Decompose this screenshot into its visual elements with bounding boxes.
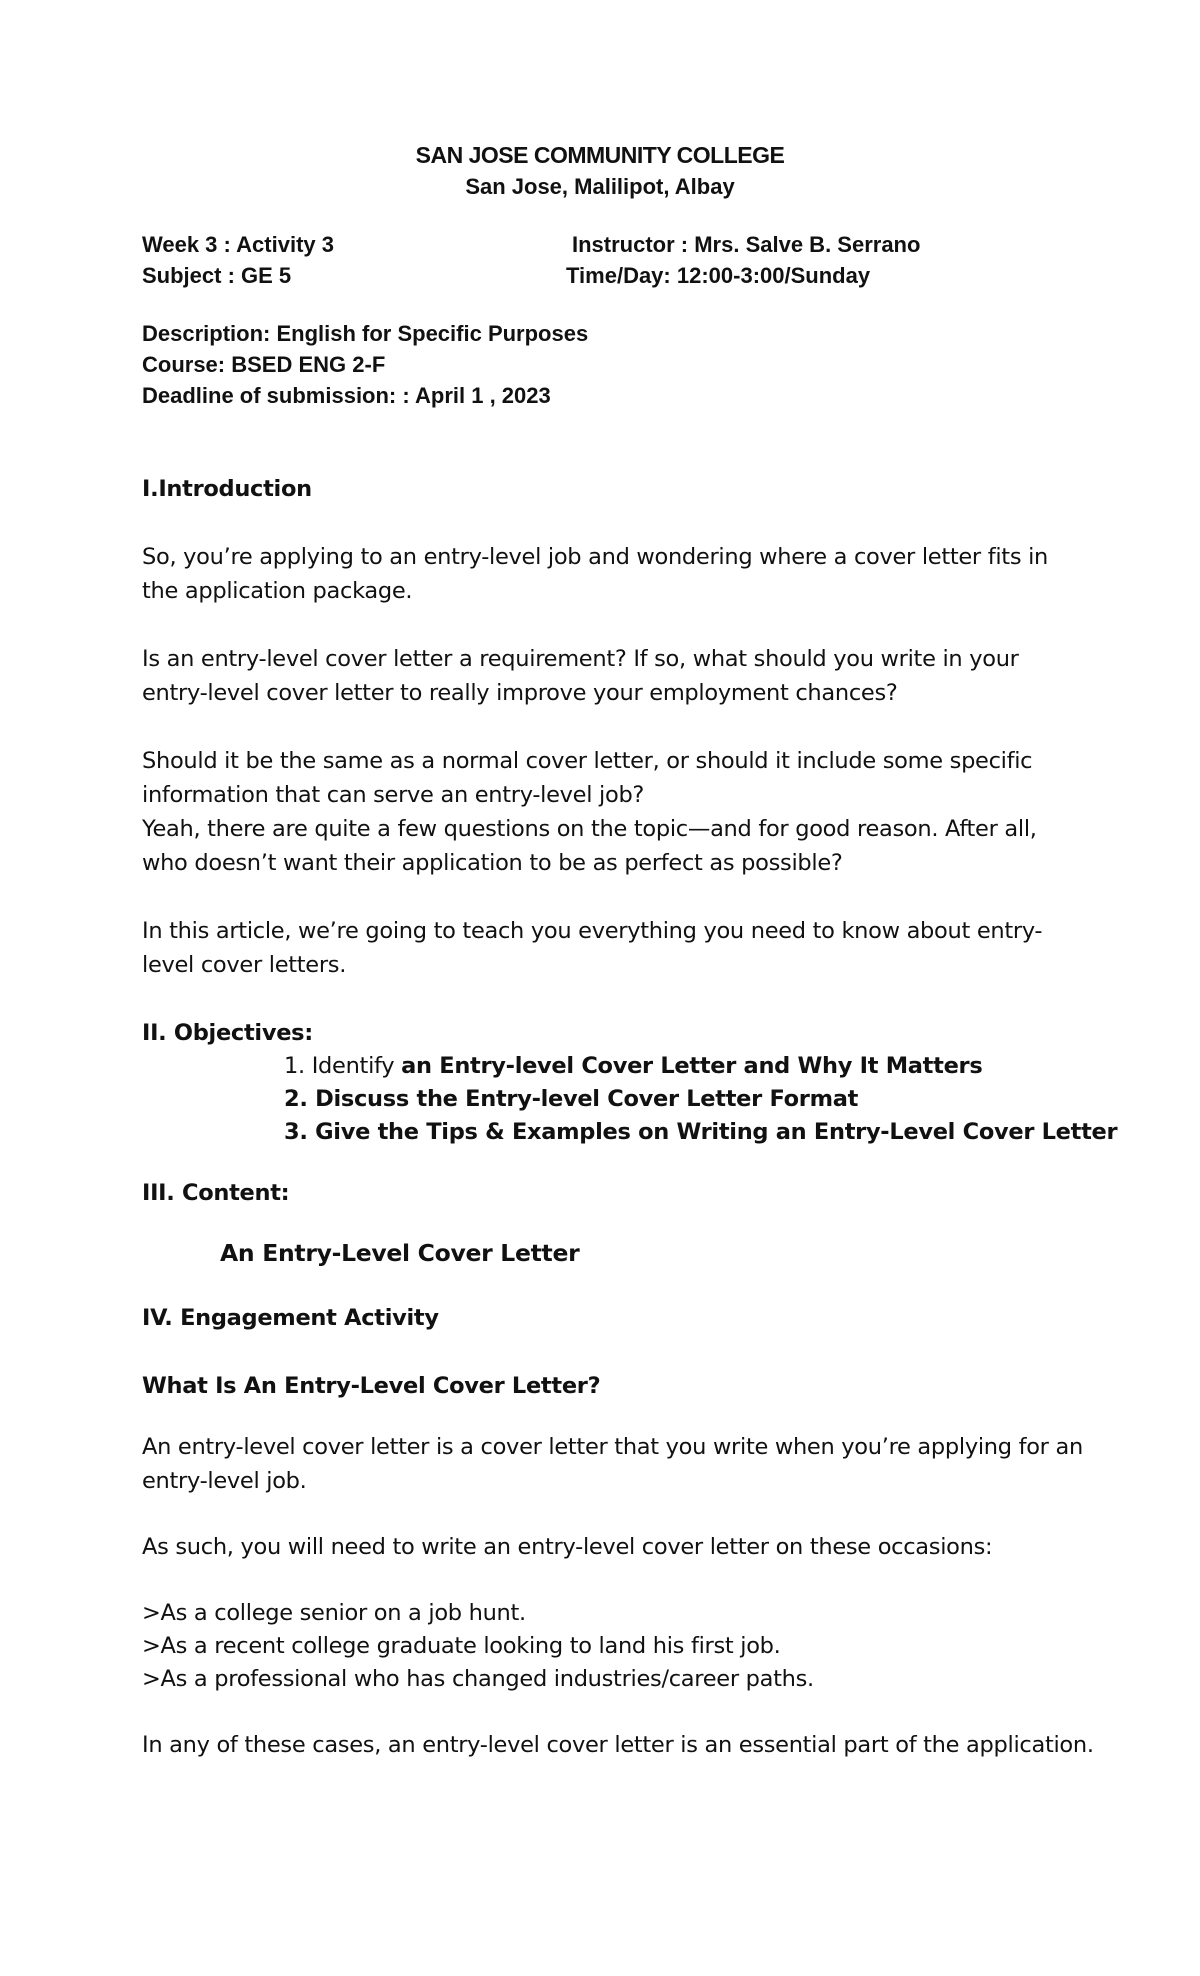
intro-paragraph-3-line-4: who doesn’t want their application to be as perfect as possible?	[142, 850, 843, 876]
intro-paragraph-4-line-1: In this article, we’re going to teach you everything you need to know about entry-	[142, 918, 1043, 944]
engagement-paragraph-2: As such, you will need to write an entry-level cover letter on these occasions:	[142, 1534, 993, 1560]
objective-item-1	[284, 1049, 982, 1083]
course: Course: BSED ENG 2-F	[142, 352, 386, 377]
content-heading: III. Content:	[142, 1180, 290, 1206]
intro-paragraph-1-line-1: So, you’re applying to an entry-level job and wondering where a cover letter fits in	[142, 544, 1049, 570]
objective-item-3: 3. Give the Tips & Examples on Writing an Entry-Level Cover Letter	[284, 1119, 1118, 1145]
introduction-heading: I.Introduction	[142, 476, 312, 502]
list-item: >As a professional who has changed industries/career paths.	[142, 1666, 814, 1692]
engagement-heading: IV. Engagement Activity	[142, 1305, 439, 1331]
time-day: Time/Day: 12:00-3:00/Sunday	[566, 263, 871, 288]
intro-paragraph-3-line-3: Yeah, there are quite a few questions on the topic—and for good reason. After all,	[142, 816, 1037, 842]
intro-paragraph-2-line-2: entry-level cover letter to really improve your employment chances?	[142, 680, 898, 706]
intro-paragraph-4-line-2: level cover letters.	[142, 952, 347, 978]
subject: Subject : GE 5	[142, 263, 292, 288]
engagement-paragraph-3: In any of these cases, an entry-level cover letter is an essential part of the application.	[142, 1732, 1094, 1758]
intro-paragraph-1-line-2: the application package.	[142, 578, 413, 604]
objective-item-1-prefix: 1. Identify	[284, 1053, 402, 1079]
list-item: >As a college senior on a job hunt.	[142, 1600, 526, 1626]
objective-item-2: 2. Discuss the Entry-level Cover Letter Format	[284, 1086, 859, 1112]
engagement-paragraph-1-line-2: entry-level job.	[142, 1468, 307, 1494]
intro-paragraph-3-line-1: Should it be the same as a normal cover letter, or should it include some specific	[142, 748, 1033, 774]
intro-paragraph-3-line-2: information that can serve an entry-level job?	[142, 782, 645, 808]
college-name: SAN JOSE COMMUNITY COLLEGE	[415, 142, 785, 168]
objectives-heading: II. Objectives:	[142, 1020, 313, 1046]
week-activity: Week 3 : Activity 3	[142, 232, 334, 257]
college-address: San Jose, Malilipot, Albay	[465, 174, 735, 199]
intro-paragraph-2-line-1: Is an entry-level cover letter a requirement? If so, what should you write in your	[142, 646, 1019, 672]
list-item: >As a recent college graduate looking to land his first job.	[142, 1633, 781, 1659]
objective-item-1-text: an Entry-level Cover Letter and Why It Matters	[401, 1053, 983, 1079]
engagement-subheading: What Is An Entry-Level Cover Letter?	[142, 1373, 601, 1399]
instructor: Instructor : Mrs. Salve B. Serrano	[572, 232, 921, 257]
engagement-paragraph-1-line-1: An entry-level cover letter is a cover letter that you write when you’re applying for an	[142, 1434, 1083, 1460]
description: Description: English for Specific Purposes	[142, 321, 589, 346]
content-topic: An Entry-Level Cover Letter	[220, 1239, 580, 1267]
deadline: Deadline of submission: : April 1 , 2023	[142, 383, 551, 408]
